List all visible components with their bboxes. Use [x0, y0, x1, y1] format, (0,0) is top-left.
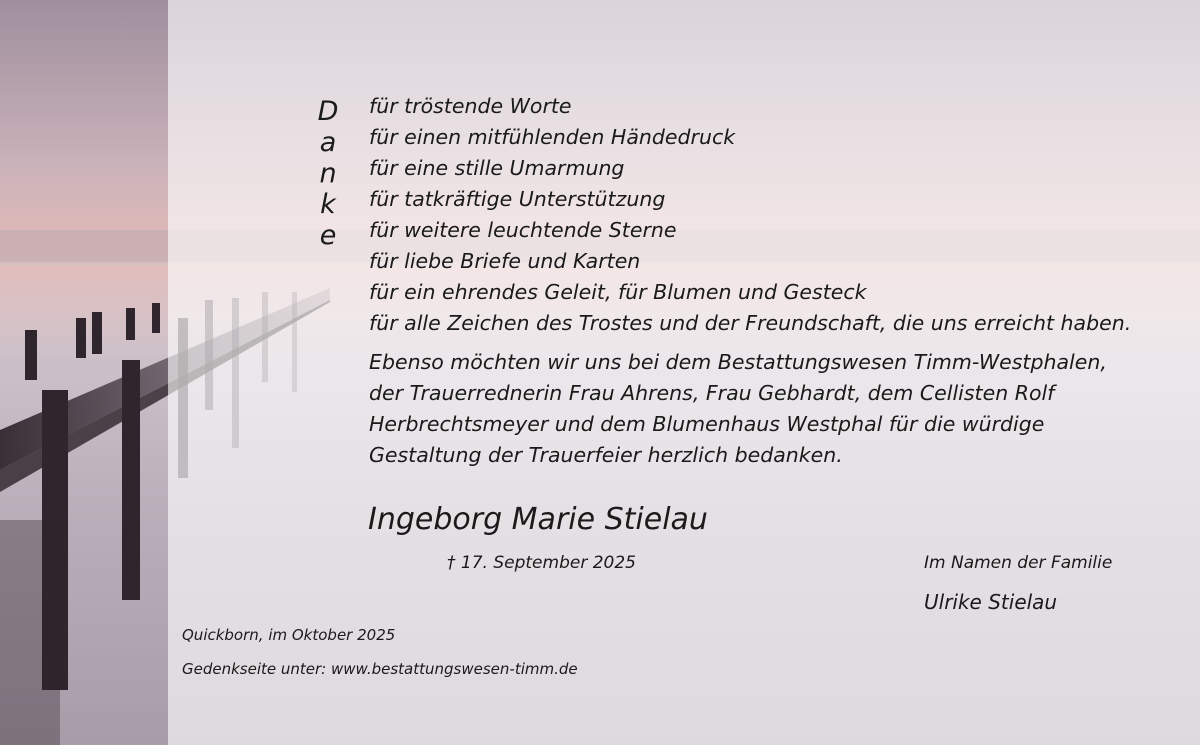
death-date: † 17. September 2025 [447, 553, 636, 573]
danke-vertical [306, 96, 350, 251]
acknowledgement-paragraph [369, 347, 1129, 471]
deceased-name: Ingeborg Marie Stielau [368, 502, 708, 537]
on-behalf-label: Im Namen der Familie [924, 553, 1113, 573]
thanks-line: für liebe Briefe und Karten [369, 249, 641, 273]
place-date: Quickborn, im Oktober 2025 [182, 626, 396, 644]
danke-letter: n [319, 158, 337, 189]
memorial-page-link[interactable]: Gedenkseite unter: www.bestattungswesen-timm.de [182, 660, 578, 678]
danke-letter: a [319, 127, 337, 158]
danke-letter: k [320, 189, 336, 220]
thanks-line: für einen mitfühlenden Händedruck [369, 125, 736, 149]
thanks-list [369, 91, 1131, 339]
paragraph-line: der Trauerrednerin Frau Ahrens, Frau Gebhardt, dem Cellisten Rolf [369, 381, 1055, 405]
paragraph-line: Herbrechtsmeyer und dem Blumenhaus Westphal für die würdige [369, 412, 1045, 436]
danke-letter: D [317, 96, 339, 127]
paragraph-line: Gestaltung der Trauerfeier herzlich bedanken. [369, 443, 843, 467]
thanks-line: für tröstende Worte [369, 94, 572, 118]
paragraph-line: Ebenso möchten wir uns bei dem Bestattungswesen Timm-Westphalen, [369, 350, 1107, 374]
danke-letter: e [319, 220, 337, 251]
thanks-line: für alle Zeichen des Trostes und der Freundschaft, die uns erreicht haben. [369, 311, 1132, 335]
thanks-line: für weitere leuchtende Sterne [369, 218, 677, 242]
thanks-line: für tatkräftige Unterstützung [369, 187, 666, 211]
thanks-line: für eine stille Umarmung [369, 156, 625, 180]
signer-name: Ulrike Stielau [924, 590, 1058, 614]
thanks-line: für ein ehrendes Geleit, für Blumen und Gesteck [369, 280, 867, 304]
